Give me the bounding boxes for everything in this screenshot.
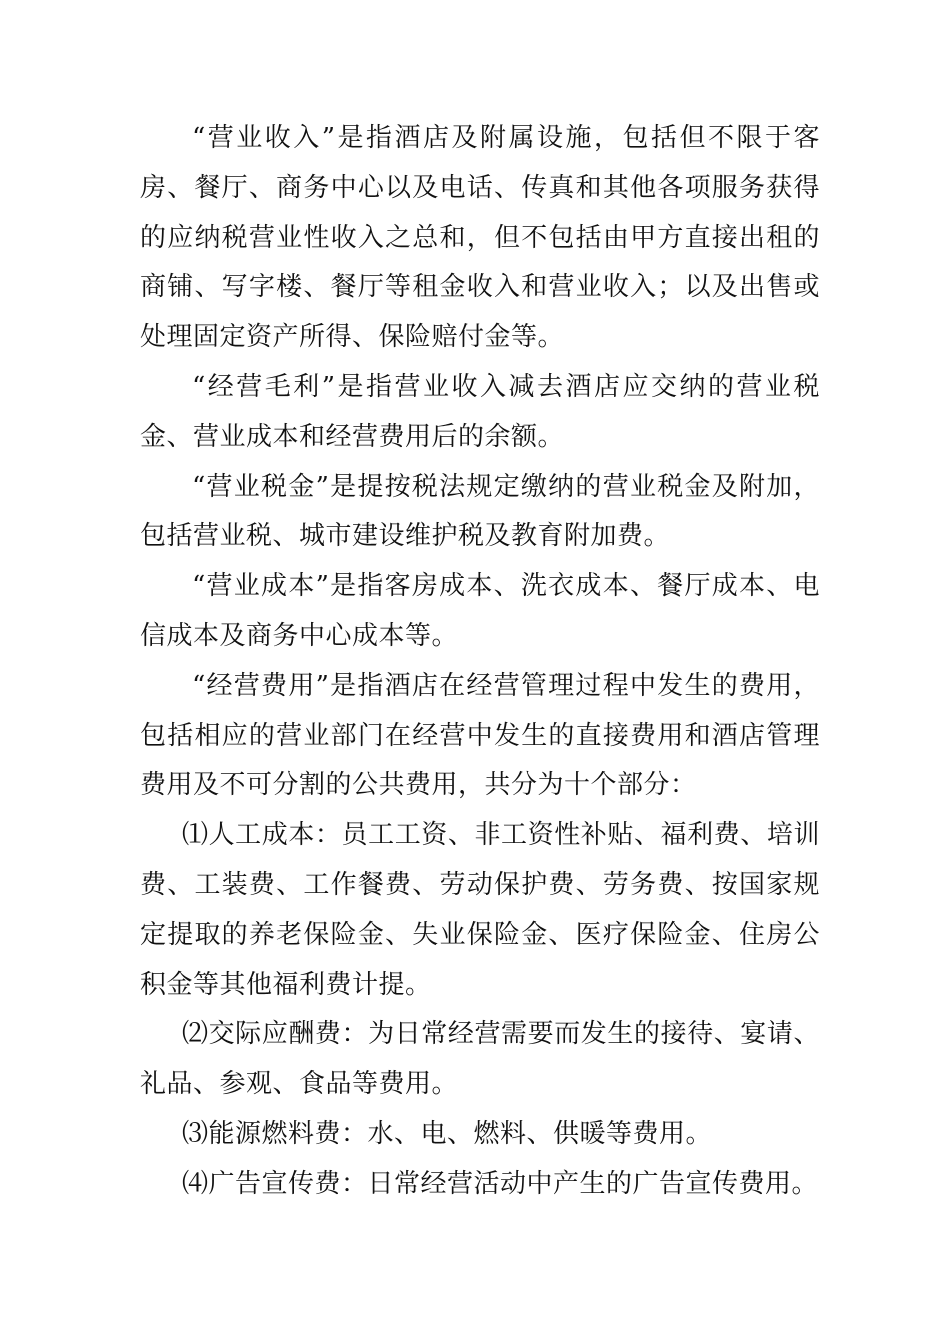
list-item-advertising-expense: ⑷广告宣传费：日常经营活动中产生的广告宣传费用。	[182, 1168, 819, 1199]
paragraph-gross-operating-profit: “经营毛利”是指营业收入减去酒店应交纳的营业税金、营业成本和经营费用后的余额。	[140, 371, 820, 452]
document-body	[140, 114, 820, 1210]
list-item-energy-fuel-expense: ⑶能源燃料费：水、电、燃料、供暖等费用。	[182, 1118, 713, 1149]
list-item-labor-cost: ⑴人工成本：员工工资、非工资性补贴、福利费、培训费、工装费、工作餐费、劳动保护费、劳务费、按国家规定提取的养老保险金、失业保险金、医疗保险金、住房公积金等其他福利费计提。	[140, 820, 820, 1000]
paragraph-business-tax: “营业税金”是提按税法规定缴纳的营业税金及附加，包括营业税、城市建设维护税及教育附加费。	[140, 471, 820, 552]
list-item-entertainment-expense: ⑵交际应酬费：为日常经营需要而发生的接待、宴请、礼品、参观、食品等费用。	[140, 1019, 820, 1100]
paragraph-operating-revenue: “营业收入”是指酒店及附属设施，包括但不限于客房、餐厅、商务中心以及电话、传真和其他各项服务获得的应纳税营业性收入之总和，但不包括由甲方直接出租的商铺、写字楼、餐厅等租金收入和营业收入；以及出售或处理固定资产所得、保险赔付金等。	[140, 123, 820, 353]
paragraph-operating-cost: “营业成本”是指客房成本、洗衣成本、餐厅成本、电信成本及商务中心成本等。	[140, 571, 820, 651]
paragraph-operating-expenses: “经营费用”是指酒店在经营管理过程中发生的费用，包括相应的营业部门在经营中发生的直接费用和酒店管理费用及不可分割的公共费用，共分为十个部分：	[140, 670, 820, 801]
